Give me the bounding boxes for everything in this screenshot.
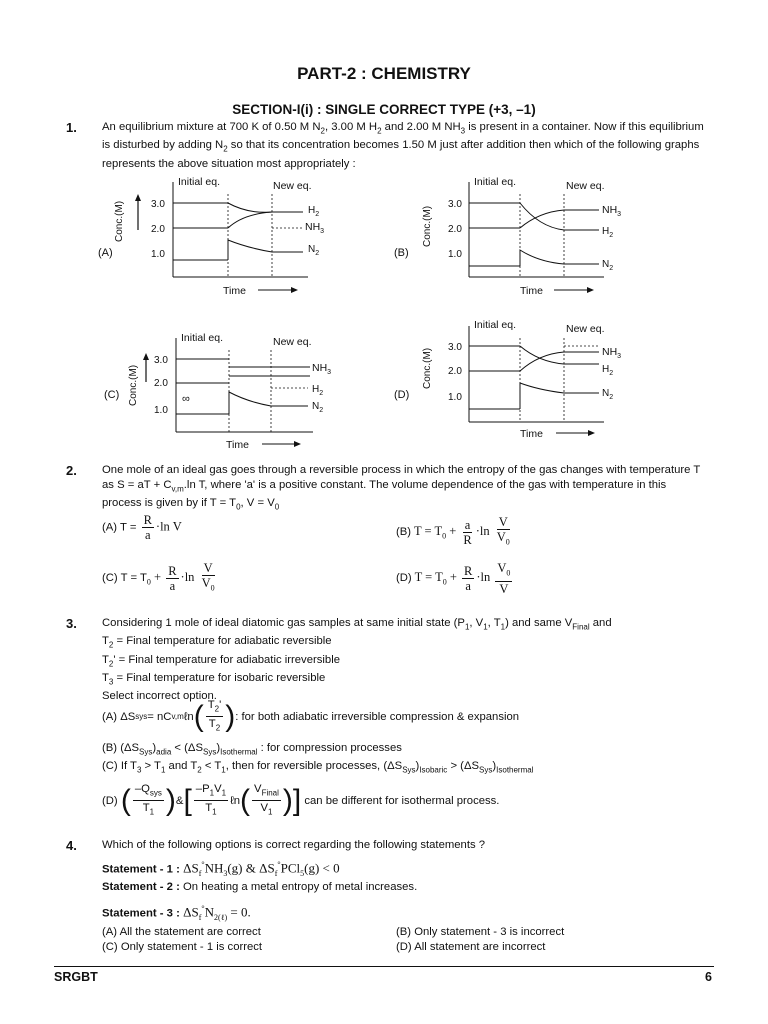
footer-divider [54,966,714,967]
q3-option-a[interactable]: (A) ΔS sys = nC v,m ℓn ( $\frac{T_2'}{T_2}$ ) : for both adiabatic irreversible compression & expansion [102,699,520,733]
svg-text:2.0: 2.0 [448,224,462,235]
svg-text:New eq.: New eq. [566,180,605,192]
svg-text:3.0: 3.0 [448,199,462,210]
svg-text:N2: $N_2$ [308,244,320,257]
svg-text:2.0: 2.0 [154,378,168,389]
page-number: 6 [705,970,712,984]
question-3-text: Considering 1 mole of ideal diatomic gas samples at same initial state ($P_1$, $V_1$, $T_1$) and same $V_{Final}$ and $T_2$ = Final temperature for adiabatic reversible $T_2'$ = Final temperature for adiabatic irreversible $T_3$ = Final temperature for isobaric reversible Select incorrect option. [102,617,612,702]
graph-option-b [394,172,654,302]
q4-option-a[interactable]: (A) All the statement are correct [102,926,261,938]
svg-text:1.0: 1.0 [448,392,462,403]
svg-text:N2: $N_2$ [602,259,614,272]
svg-text:Initial eq.: Initial eq. [474,176,517,188]
statement-1: Statement - 1 : $\Delta S_f^\circ NH_3(g)$ & $\Delta S_f^\circ PCl_5(g) < 0$ [102,860,340,878]
footer-code: SRGBT [54,970,98,984]
graph-label: New eq. [273,180,312,192]
q3-option-b[interactable]: (B) $(\Delta S_{Sys})_{adia} < (\Delta S_{Sys})_{Isothermal}$ : for compression processes [102,742,402,757]
option-label: (C) [104,389,120,401]
option-label: (D) [394,389,410,401]
statement-3: Statement - 3 : $\Delta S_f^\circ N_{2(\ell)} = 0$. [102,904,251,922]
svg-text:1.0: 1.0 [448,249,462,260]
q4-option-d[interactable]: (D) All statement are incorrect [396,941,546,953]
svg-text:Time: Time [223,285,246,297]
question-2-text: One mole of an ideal gas goes through a reversible process in which the entropy of the gas changes with temperature T as S = aT + $C_{v,m}.\ln$ T, where 'a' is a positive constant. The volume dependence of the gas with temperature in this process is given by if $T = T_0$, $V = V_0$ [102,464,701,512]
svg-text:∞: ∞ [182,393,190,405]
svg-text:1.0: 1.0 [154,405,168,416]
svg-text:1.0: 1.0 [151,249,165,260]
svg-text:H2: $H_2$ [602,364,614,377]
svg-text:New eq.: New eq. [566,323,605,335]
svg-text:NH3: $NH_3$ [602,346,622,360]
svg-text:NH3: $NH_3$ [312,362,332,376]
question-4-text: Which of the following options is correct regarding the following statements ? [102,839,486,851]
svg-text:NH3: $NH_3$ [602,204,622,218]
section-heading: SECTION-I(i) : SINGLE CORRECT TYPE (+3, –1) [232,102,536,117]
svg-text:2.0: 2.0 [448,366,462,377]
svg-text:H2: $H_2$ [602,226,614,239]
question-number-1: 1. [66,120,77,135]
q2-option-b[interactable]: (B) $T = T_0$ + $\frac{a}{R}$ ·ln $\frac{V}{V_0}$ [396,515,510,547]
q2-option-d[interactable]: (D) $T = T_0$ + $\frac{R}{a}$ ·ln $\frac{V_0}{V}$ [396,561,511,596]
svg-text:N2: $N_2$ [602,388,614,401]
y-axis-label: Conc.(M) [114,200,125,242]
graph-option-c [98,326,348,456]
graph-option-d [394,314,654,444]
question-1-text: An equilibrium mixture at 700 K of 0.50 M $N_2$, 3.00 M $H_2$ and 2.00 M $NH_3$ is present in a container. Now if this equilibrium is disturbed by adding $N_2$ so that its concentration becomes 1.50 M just after addition then which of the following graphs represents the above situation most appropriately : [102,121,704,170]
question-number-4: 4. [66,838,77,853]
svg-text:New eq.: New eq. [273,336,312,348]
svg-text:Conc.(M): Conc.(M) [128,364,139,406]
svg-text:Initial eq.: Initial eq. [181,332,224,344]
svg-text:3.0: 3.0 [448,342,462,353]
svg-text:3.0: 3.0 [154,355,168,366]
q4-option-c[interactable]: (C) Only statement - 1 is correct [102,941,263,953]
option-label: (A) [98,247,113,259]
page-title: PART-2 : CHEMISTRY [297,64,471,83]
svg-text:Time: Time [226,439,249,451]
q4-option-b[interactable]: (B) Only statement - 3 is incorrect [396,926,565,938]
question-number-3: 3. [66,616,77,631]
q3-option-c[interactable]: (C) If $T_3 > T_1$ and $T_2 < T_1$, then for reversible processes, $(\Delta S_{Sys})_{Isobaric} > (\Delta S_{Sys})_{Isothermal}$ [102,760,534,775]
svg-text:Conc.(M): Conc.(M) [422,205,433,247]
q2-option-c[interactable]: (C) $T = T_0$ + $\frac{R}{a}$ ·ln $\frac{V}{V_0}$ [102,561,215,593]
option-label: (B) [394,247,409,259]
svg-text:Conc.(M): Conc.(M) [422,347,433,389]
graph-option-a [98,172,338,302]
svg-text:Initial eq.: Initial eq. [474,319,517,331]
graph-label: Initial eq. [178,176,221,188]
q3-option-d[interactable]: (D) ( $\frac{-Q_{sys}}{T_1}$ ) & [ $\frac{-P_1V_1}{T_1}$ ℓn ( $\frac{V_{Final}}{V_1}$ )] can be different for isothermal process. [102,783,500,817]
q2-option-a[interactable]: (A) T = $\frac{R}{a}$ ·ln V [102,513,182,542]
statement-2: Statement - 2 : On heating a metal entropy of metal increases. [102,881,418,893]
svg-text:N2: $N_2$ [312,401,324,414]
svg-text:Time: Time [520,428,543,440]
svg-text:H2: $H_2$ [312,384,324,397]
svg-text:2.0: 2.0 [151,224,165,235]
svg-text:NH3: $NH_3$ [305,221,325,235]
svg-text:Time: Time [520,285,543,297]
question-number-2: 2. [66,463,77,478]
svg-text:3.0: 3.0 [151,199,165,210]
svg-text:H2: $H_2$ [308,205,320,218]
